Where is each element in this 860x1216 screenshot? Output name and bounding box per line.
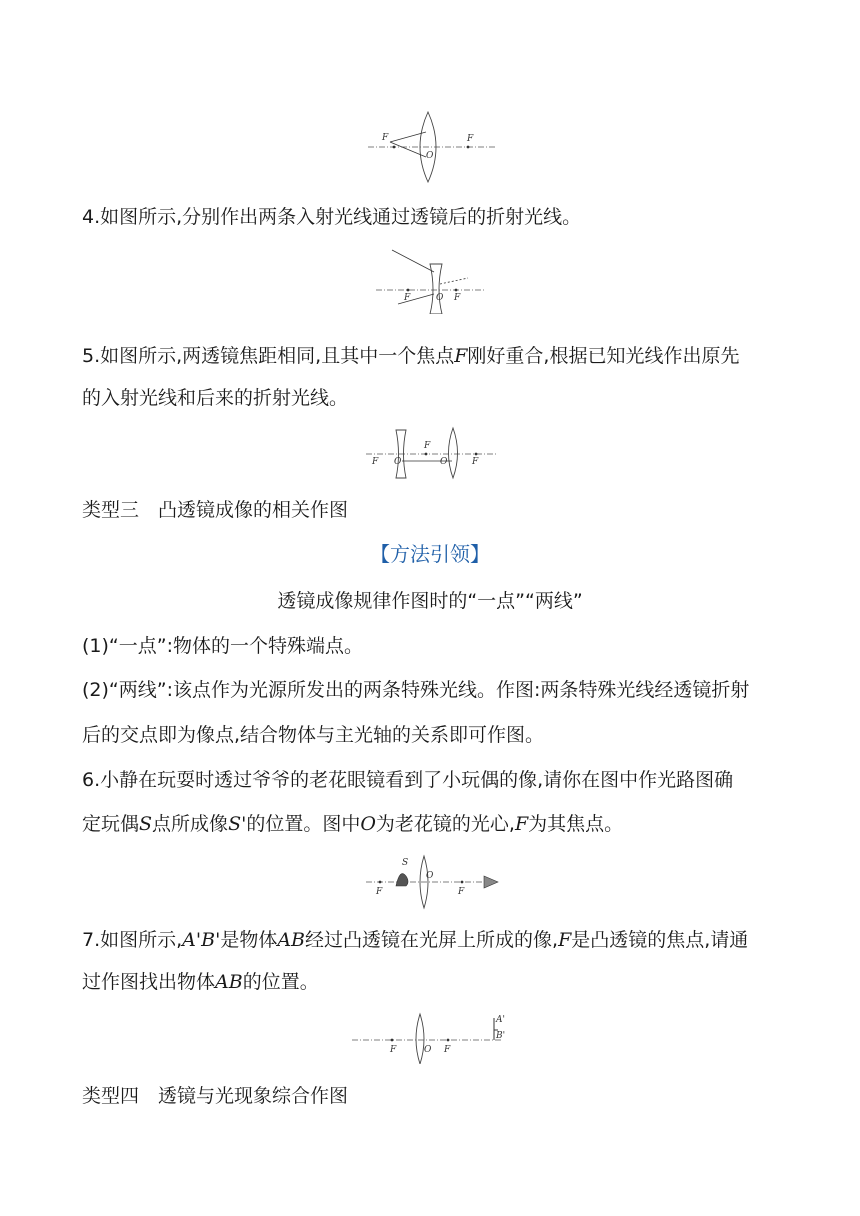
fig4-left-focus: F xyxy=(404,293,411,303)
fig5-concave-center: O xyxy=(394,457,402,467)
fig6-object: S xyxy=(402,858,409,868)
fig5-shared-focus: F xyxy=(424,441,431,451)
fig4-right-focus: F xyxy=(454,293,461,303)
fig6-center: O xyxy=(426,871,434,881)
fig7-center: O xyxy=(424,1045,432,1055)
fig7-right-focus: F xyxy=(444,1045,451,1055)
method-subtitle: 透镜成像规律作图时的“一点”“两线” xyxy=(277,590,583,612)
figure-q7-screen-image xyxy=(352,1012,514,1064)
fig6-left-focus: F xyxy=(376,887,383,897)
question-5-line-1: 5.如图所示,两透镜焦距相同,且其中一个焦点F刚好重合,根据已知光线作出原先 xyxy=(82,345,740,367)
fig4-center: O xyxy=(436,293,444,303)
fig5-left-focus: F xyxy=(372,457,379,467)
question-6-line-2: 定玩偶S点所成像S'的位置。图中O为老花镜的光心,F为其焦点。 xyxy=(82,813,624,835)
type-4-heading: 类型四 透镜与光现象综合作图 xyxy=(82,1085,349,1107)
fig5-right-focus: F xyxy=(472,457,479,467)
question-7-line-1: 7.如图所示,A'B'是物体AB经过凸透镜在光屏上所成的像,F是凸透镜的焦点,请通 xyxy=(82,929,749,951)
fig3-center: O xyxy=(426,151,434,161)
question-4: 4.如图所示,分别作出两条入射光线通过透镜后的折射光线。 xyxy=(82,206,582,228)
method-point-2-line-2: 后的交点即为像点,结合物体与主光轴的关系即可作图。 xyxy=(82,724,545,746)
method-title: 【方法引领】 xyxy=(370,542,490,566)
fig5-convex-center: O xyxy=(440,457,448,467)
figure-q5-two-lenses xyxy=(366,426,498,480)
fig3-right-focus: F xyxy=(467,134,474,144)
question-6-line-1: 6.小静在玩耍时透过爷爷的老花眼镜看到了小玩偶的像,请你在图中作光路图确 xyxy=(82,769,734,791)
fig7-image-top: A' xyxy=(496,1015,505,1025)
type-3-heading: 类型三 凸透镜成像的相关作图 xyxy=(82,499,349,521)
question-5-line-2: 的入射光线和后来的折射光线。 xyxy=(82,387,349,409)
question-7-line-2: 过作图找出物体AB的位置。 xyxy=(82,971,319,993)
figure-q3-convex-lens xyxy=(368,110,498,185)
fig7-image-bottom: B' xyxy=(496,1031,506,1041)
fig3-left-focus: F xyxy=(382,133,389,143)
figure-q6-magnifier xyxy=(366,854,500,910)
method-point-2-line-1: (2)“两线”:该点作为光源所发出的两条特殊光线。作图:两条特殊光线经透镜折射 xyxy=(82,679,750,701)
figure-q4-concave-lens xyxy=(376,244,486,314)
focus-variable: F xyxy=(454,345,468,367)
method-point-1: (1)“一点”:物体的一个特殊端点。 xyxy=(82,635,364,657)
fig7-left-focus: F xyxy=(390,1045,397,1055)
fig6-right-focus: F xyxy=(458,887,465,897)
